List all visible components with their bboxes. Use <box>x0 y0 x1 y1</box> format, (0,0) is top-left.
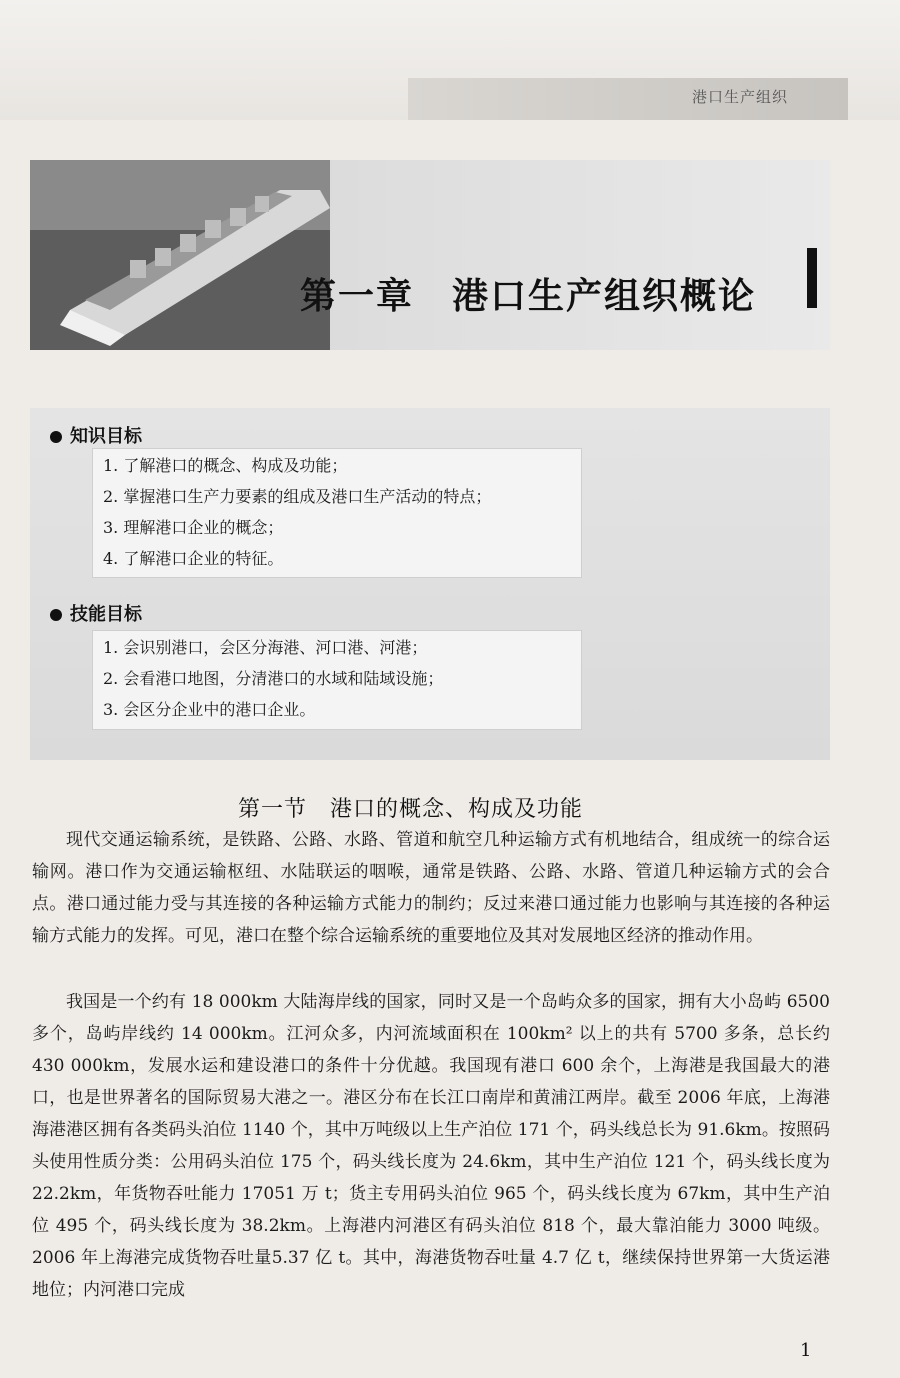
container-ship-image <box>30 160 330 350</box>
knowledge-goals-list <box>92 448 582 578</box>
list-item: 1. 了解港口的概念、构成及功能； <box>103 456 348 475</box>
learning-objectives-panel <box>30 408 830 760</box>
skill-goals-list <box>92 630 582 730</box>
page-number: 1 <box>800 1340 812 1361</box>
list-item: 2. 会看港口地图，分清港口的水域和陆域设施； <box>103 669 444 688</box>
list-item: 2. 掌握港口生产力要素的组成及港口生产活动的特点； <box>103 487 492 506</box>
skill-goals-heading: 技能目标 <box>50 600 142 626</box>
bullet-icon <box>50 431 62 443</box>
list-item: 3. 理解港口企业的概念； <box>103 518 284 537</box>
body-paragraph: 我国是一个约有 18 000km 大陆海岸线的国家，同时又是一个岛屿众多的国家，拥有大小岛屿 6500 多个，岛屿岸线约 14 000km。江河众多，内河流域面积在 100km² 以上的共有 5700 多条，总长约 430 000km，发展水运和建设港口的条件十分优越。我国现有港口 600 余个，上海港是我国最大的港口，也是世界著名的国际贸易大港之一。港区分布在长江口南岸和黄浦江两岸。截至 2006 年底，上海港海港港区拥有各类码头泊位 1140 个，其中万吨级以上生产泊位 171 个，码头线总长为 91.6km。按照码头使用性质分类：公用码头泊位 175 个，码头线长度为 24.6km，其中生产泊位 121 个，码头线长度为 22.2km，年货物吞吐能力 17051 万 t；货主专用码头泊位 965 个，码头线长度为 67km，其中生产泊位 495 个，码头线长度为 38.2km。上海港内河港区有码头泊位 818 个，最大靠泊能力 3000 吨级。2006 年上海港完成货物吞吐量5.37 亿 t。其中，海港货物吞吐量 4.7 亿 t，继续保持世界第一大货运港地位；内河港口完成 <box>32 992 830 1300</box>
bullet-icon <box>50 609 62 621</box>
list-item: 4. 了解港口企业的特征。 <box>103 549 284 568</box>
running-title: 港口生产组织 <box>691 88 788 106</box>
knowledge-goals-heading: 知识目标 <box>50 422 142 448</box>
title-accent-bar <box>807 248 817 308</box>
running-header <box>408 78 848 120</box>
list-item: 3. 会区分企业中的港口企业。 <box>103 700 316 719</box>
list-item: 1. 会识别港口，会区分海港、河口港、河港； <box>103 638 428 657</box>
chapter-banner <box>30 160 830 350</box>
section-title: 第一节 港口的概念、构成及功能 <box>238 797 584 822</box>
chapter-title: 第一章 港口生产组织概论 <box>300 276 757 317</box>
body-paragraph: 现代交通运输系统，是铁路、公路、水路、管道和航空几种运输方式有机地结合，组成统一的综合运输网。港口作为交通运输枢纽、水陆联运的咽喉，通常是铁路、公路、水路、管道几种运输方式的会合点。港口通过能力受与其连接的各种运输方式能力的制约；反过来港口通过能力也影响与其连接的各种运输方式能力的发挥。可见，港口在整个综合运输系统的重要地位及其对发展地区经济的推动作用。 <box>32 830 830 946</box>
